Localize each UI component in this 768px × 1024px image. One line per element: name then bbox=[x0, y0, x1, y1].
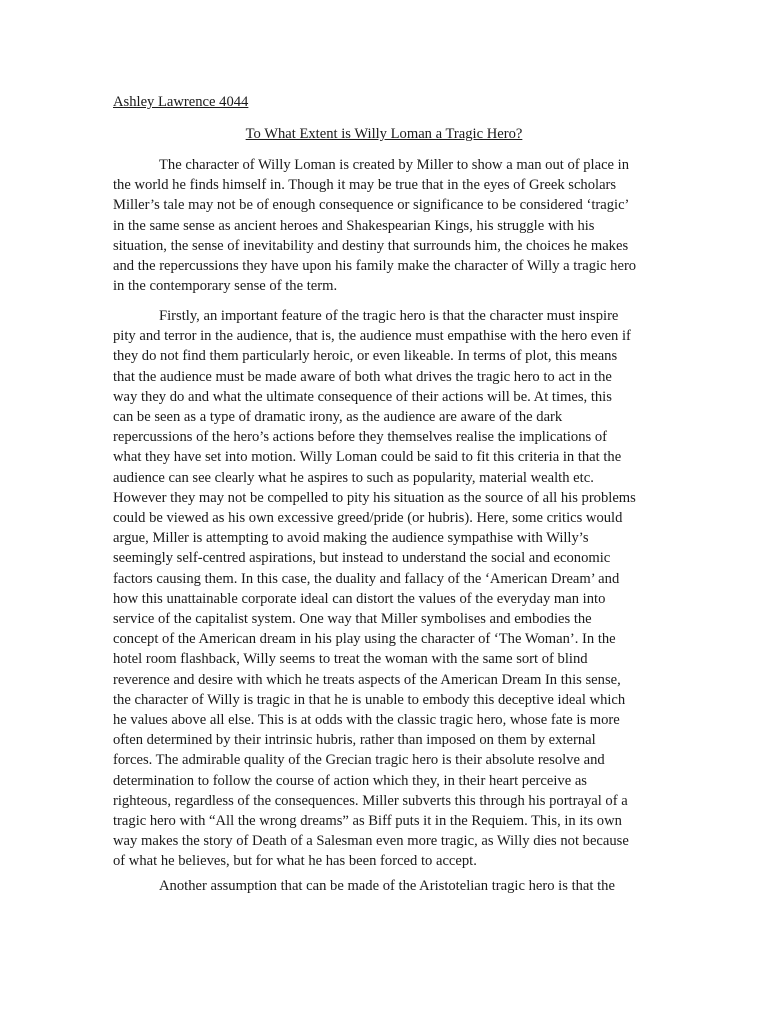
paragraph-line: of what he believes, but for what he has been forced to accept. bbox=[113, 853, 477, 870]
paragraph-line: righteous, regardless of the consequences. Miller subverts this through his portrayal of a bbox=[113, 792, 628, 809]
paragraph-line: pity and terror in the audience, that is, the audience must empathise with the hero even if bbox=[113, 328, 631, 345]
paragraph-line: way makes the story of Death of a Salesman even more tragic, as Willy dies not because bbox=[113, 833, 629, 850]
paragraph-line: determination to follow the course of action which they, in their heart perceive as bbox=[113, 772, 587, 789]
paragraph-line: the world he finds himself in. Though it may be true that in the eyes of Greek scholars bbox=[113, 177, 617, 194]
paragraph-line: forces. The admirable quality of the Grecian tragic hero is their absolute resolve and bbox=[113, 752, 605, 769]
paragraph-line: he values above all else. This is at odds with the classic tragic hero, whose fate is more bbox=[113, 712, 620, 729]
paragraph-line: they do not find them particularly heroic, or even likeable. In terms of plot, this means bbox=[113, 348, 618, 365]
paragraph-line: audience can see clearly what he aspires to such as popularity, material wealth etc. bbox=[113, 469, 594, 486]
paragraph-line: concept of the American dream in his play using the character of ‘The Woman’. In the bbox=[113, 631, 616, 648]
paragraph-line: factors causing them. In this case, the duality and fallacy of the ‘American Dream’ and bbox=[113, 570, 620, 587]
paragraph-line: what they have set into motion. Willy Loman could be said to fit this criteria in that the bbox=[113, 449, 622, 466]
paragraph-line: service of the capitalist system. One way that Miller symbolises and embodies the bbox=[113, 611, 592, 628]
paragraph-line: situation, the sense of inevitability and destiny that surrounds him, the choices he makes bbox=[113, 237, 629, 254]
paragraph-line: hotel room flashback, Willy seems to treat the woman with the same sort of blind bbox=[113, 651, 588, 668]
paragraph-line: the character of Willy is tragic in that he is unable to embody this deceptive ideal which bbox=[113, 691, 626, 708]
paragraph-line: repercussions of the hero’s actions before they themselves realise the implications of bbox=[113, 429, 608, 446]
paragraph-line: Miller’s tale may not be of enough consequence or significance to be considered ‘tragic’ bbox=[113, 197, 630, 214]
paragraph-line: However they may not be compelled to pity his situation as the source of all his problems bbox=[113, 489, 636, 506]
paragraph-line: that the audience must be made aware of both what drives the tragic hero to act in the bbox=[113, 368, 612, 385]
paragraph-1 bbox=[113, 155, 669, 296]
paragraph-line: seemingly self-centred aspirations, but instead to understand the social and economic bbox=[113, 550, 611, 567]
paragraph-2 bbox=[113, 306, 669, 872]
paragraph-line: Firstly, an important feature of the tragic hero is that the character must inspire bbox=[159, 308, 619, 324]
paragraph-line: and the repercussions they have upon his family make the character of Willy a tragic hero bbox=[113, 258, 637, 275]
paragraph-line: tragic hero with “All the wrong dreams” as Biff puts it in the Requiem. This, in its own bbox=[113, 813, 622, 830]
paragraph-line: can be seen as a type of dramatic irony, as the audience are aware of the dark bbox=[113, 409, 563, 426]
paragraph-line: often determined by their intrinsic hubris, rather than imposed on them by external bbox=[113, 732, 596, 749]
paragraph-line: how this unattainable corporate ideal can distort the values of the everyday man into bbox=[113, 590, 606, 607]
author-line: Ashley Lawrence 4044 bbox=[113, 94, 249, 110]
paragraph-line: could be viewed as his own excessive greed/pride (or hubris). Here, some critics would bbox=[113, 510, 623, 527]
paragraph-line: way they do and what the ultimate consequence of their actions will be. At times, this bbox=[113, 388, 612, 405]
paragraph-line: reverence and desire with which he treats aspects of the American Dream In this sense, bbox=[113, 671, 621, 688]
paragraph-line: Another assumption that can be made of the Aristotelian tragic hero is that the bbox=[159, 878, 615, 894]
essay-title: To What Extent is Willy Loman a Tragic Hero? bbox=[245, 126, 523, 142]
paragraph-line: in the same sense as ancient heroes and Shakespearian Kings, his struggle with his bbox=[113, 217, 595, 234]
paragraph-line: The character of Willy Loman is created by Miller to show a man out of place in bbox=[159, 157, 630, 173]
paragraph-line: argue, Miller is attempting to avoid making the audience sympathise with Willy’s bbox=[113, 530, 589, 547]
paragraph-3 bbox=[113, 876, 669, 896]
paragraph-line: in the contemporary sense of the term. bbox=[113, 278, 338, 295]
